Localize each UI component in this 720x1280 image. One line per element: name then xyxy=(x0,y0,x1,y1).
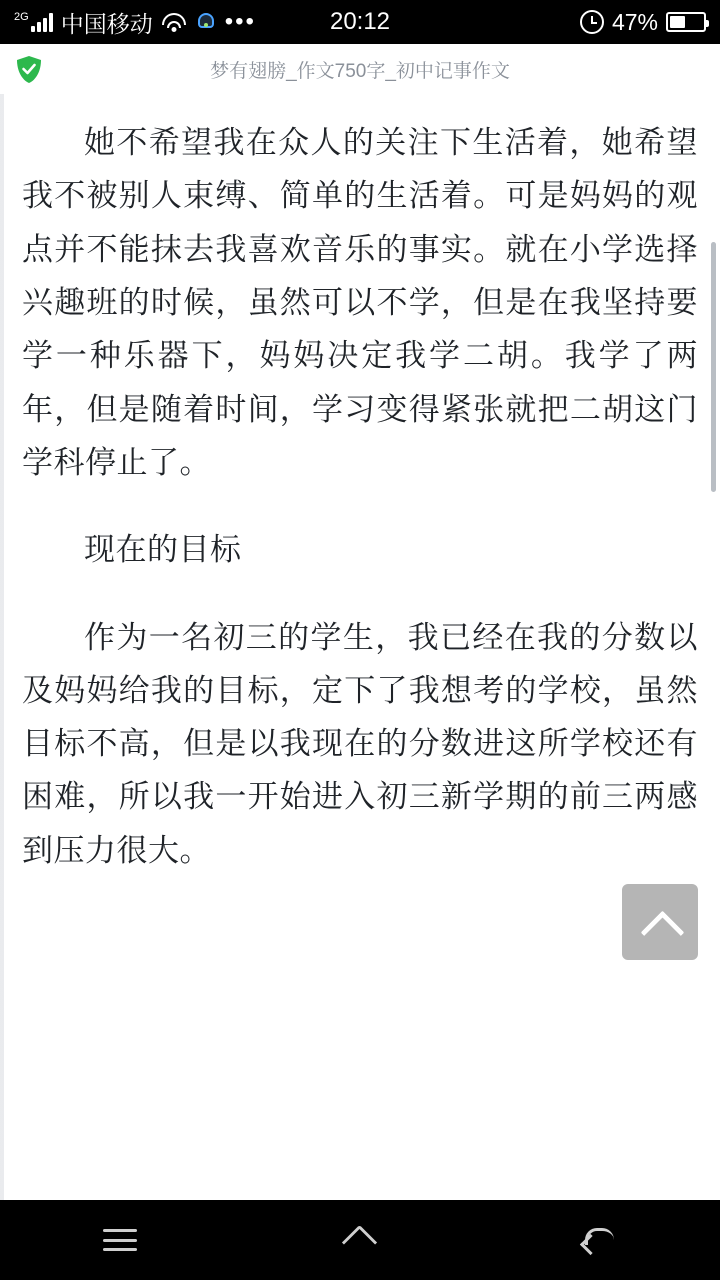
nav-home-button[interactable] xyxy=(300,1200,420,1280)
system-navigation-bar xyxy=(0,1200,720,1280)
browser-title-bar xyxy=(0,44,720,94)
nav-menu-button[interactable] xyxy=(60,1200,180,1280)
article-paragraph: 作为一名初三的学生，我已经在我的分数以及妈妈给我的目标，定下了我想考的学校，虽然目标不高，但是以我现在的分数进这所学校还有困难，所以我一开始进入初三新学期的前三两感到压力很大。 xyxy=(22,619,698,868)
status-bar-clock: 20:12 xyxy=(329,8,391,35)
battery-icon xyxy=(666,12,706,32)
status-bar-right xyxy=(580,9,706,36)
battery-percent-label: 47% xyxy=(611,8,658,35)
ellipsis-icon: ••• xyxy=(224,8,256,35)
article-paragraph: 现在的目标 xyxy=(84,532,242,568)
vertical-scrollbar[interactable] xyxy=(713,94,718,1200)
scrollbar-thumb[interactable] xyxy=(711,242,716,492)
back-icon xyxy=(583,1227,617,1253)
article-body xyxy=(22,94,698,877)
chevron-up-icon xyxy=(643,905,677,939)
article-scroll-area[interactable] xyxy=(0,94,720,1200)
shield-check-icon xyxy=(16,55,42,84)
signal-bars-icon xyxy=(31,12,53,32)
article-paragraph: 她不希望我在众人的关注下生活着，她希望我不被别人束缚、简单的生活着。可是妈妈的观点并不能抹去我喜欢音乐的事实。就在小学选择兴趣班的时候，虽然可以不学，但是在我坚持要学一种乐器下，妈妈决定我学二胡。我学了两年，但是随着时间，学习变得紧张就把二胡这门学科停止了。 xyxy=(22,125,698,480)
carrier-label: 中国移动 xyxy=(60,10,153,37)
nav-back-button[interactable] xyxy=(540,1200,660,1280)
bell-icon xyxy=(195,11,217,33)
alarm-clock-icon xyxy=(580,10,604,34)
status-bar xyxy=(0,0,720,44)
left-edge-strip xyxy=(0,94,4,1200)
status-bar-left xyxy=(14,6,256,39)
page-title: 梦有翅膀_作文750字_初中记事作文 xyxy=(210,60,510,82)
wifi-icon xyxy=(161,12,187,32)
home-icon xyxy=(345,1228,375,1252)
network-type-label: 2G xyxy=(14,11,29,23)
signal-strength-icon xyxy=(14,12,53,32)
menu-icon xyxy=(103,1229,137,1251)
back-to-top-button[interactable] xyxy=(622,884,698,960)
